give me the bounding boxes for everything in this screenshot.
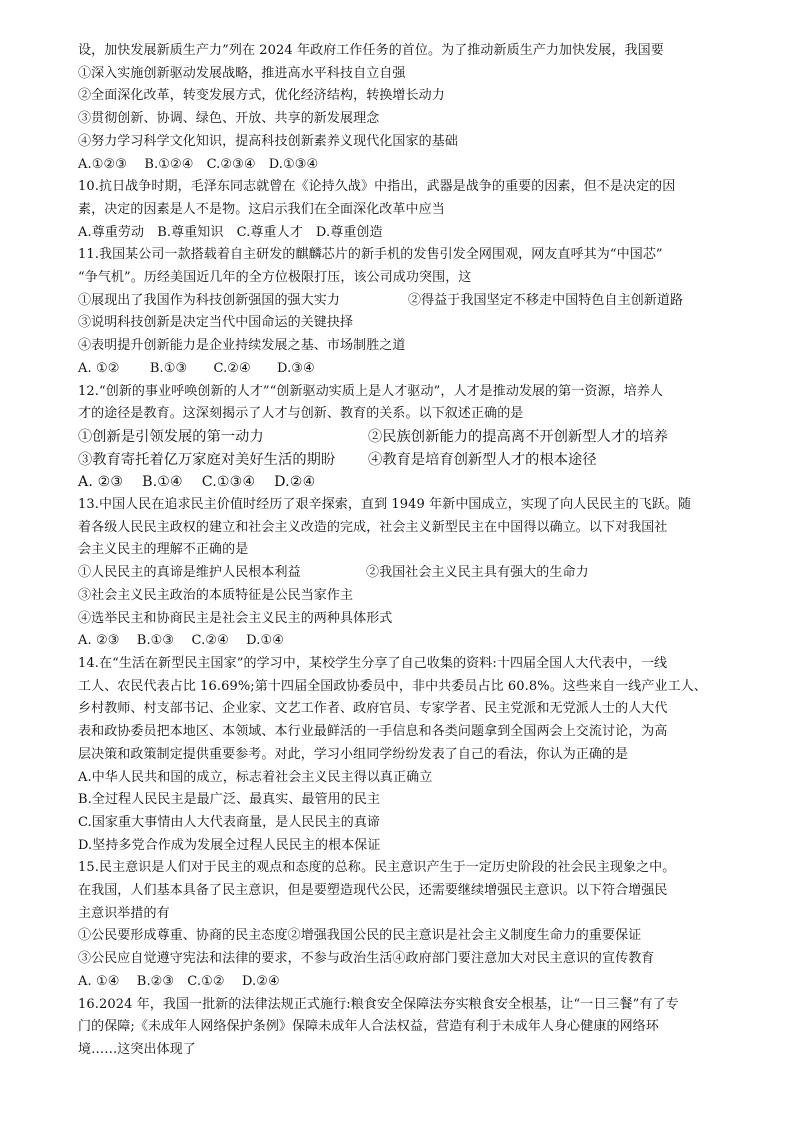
option-item: ①人民民主的真谛是维护人民根本利益 [78, 565, 301, 581]
option-line: ③社会主义民主政治的本质特征是公民当家作主 [78, 587, 354, 603]
question-16-stem: 门的保障;《未成年人网络保护条例》保障未成年人合法权益，营造有利于未成年人身心健康的网络环 [78, 1019, 659, 1035]
question-15-stem: 15.民主意识是人们对于民主的观点和态度的总称。民主意识产生于一定历史阶段的社会民主现象之中。 [78, 860, 676, 876]
option-line: ④努力学习科学文化知识，提高科技创新素养义现代化国家的基础 [78, 133, 458, 149]
question-10-stem: 10.抗日战争时期，毛泽东同志就曾在《论持久战》中指出，武器是战争的重要的因素，但不是决定的因 [78, 179, 676, 195]
answer-choices: A. ①② B.①③ C.②④ D.③④ [78, 360, 315, 376]
choice-c: C.国家重大事情由人大代表商量，是人民民主的真谛 [78, 814, 381, 830]
option-item: ②民族创新能力的提高离不开创新型人才的培养 [368, 428, 669, 445]
option-line: ④表明提升创新能力是企业持续发展之基、市场制胜之道 [78, 338, 406, 354]
option-row [78, 426, 718, 449]
question-16-stem: 境……这突出体现了 [78, 1041, 196, 1057]
question-14-stem: 工人、农民代表占比 16.69%;第十四届全国政协委员中，非中共委员占比 60.8%。这些来自一线产业工人、 [78, 678, 707, 694]
exam-page [78, 40, 718, 1062]
option-row [78, 290, 718, 313]
option-line: ④选举民主和协商民主是社会主义民主的两种具体形式 [78, 610, 393, 626]
question-11-stem: “争气机”。历经美国近几年的全方位极限打压，该公司成功突围，这 [78, 270, 472, 286]
question-16-stem: 16.2024 年，我国一批新的法律法规正式施行:粮食安全保障法夯实粮食安全根基，让“一日三餐”有了专 [78, 996, 679, 1012]
option-item: ②得益于我国坚定不移走中国特色自主创新道路 [408, 292, 684, 308]
option-row [78, 562, 718, 585]
option-line: ③说明科技创新是决定当代中国命运的关键抉择 [78, 315, 354, 331]
question-11-stem: 11.我国某公司一款搭载着自主研发的麒麟芯片的新手机的发售引发全网围观，网友直呼其为“中国芯” [78, 247, 663, 263]
option-line: ②全面深化改革，转变发展方式，优化经济结构，转换增长动力 [78, 88, 445, 104]
answer-choices: A.尊重劳动 B.尊重知识 C.尊重人才 D.尊重创造 [78, 224, 383, 240]
question-14-stem: 14.在“生活在新型民主国家”的学习中，某校学生分享了自己收集的资料:十四届全国人大代表中，一线 [78, 655, 668, 671]
answer-choices: A. ②③ B.①③ C.②④ D.①④ [78, 633, 284, 649]
question-13-stem: 会主义民主的理解不正确的是 [78, 542, 249, 558]
question-14-stem: 层决策和政策制定提供重要参考。对此，学习小组同学纷纷发表了自己的看法，你认为正确的是 [78, 746, 629, 762]
option-item: ①展现出了我国作为科技创新强国的强大实力 [78, 292, 341, 308]
option-item: ③教育寄托着亿万家庭对美好生活的期盼 [78, 451, 336, 468]
option-item: ②我国社会主义民主具有强大的生命力 [366, 565, 589, 581]
answer-choices: A.①②③ B.①②④ C.②③④ D.①③④ [78, 156, 319, 172]
text-line: 设，加快发展新质生产力”列在 2024 年政府工作任务的首位。为了推动新质生产力加快发展，我国要 [78, 43, 664, 58]
answer-choices: A. ①④ B.②③ C.①② D.②④ [78, 973, 280, 989]
question-15-stem: 在我国，人们基本具备了民主意识，但是要塑造现代公民，还需要继续增强民主意识。以下符合增强民 [78, 883, 668, 899]
question-14-stem: 表和政协委员把本地区、本领域、本行业最鲜活的一手信息和各类问题拿到全国两会上交流讨论，为高 [78, 724, 668, 740]
option-line: ③贯彻创新、协调、绿色、开放、共享的新发展理念 [78, 111, 380, 127]
choice-d: D.坚持多党合作成为发展全过程人民民主的根本保证 [78, 837, 381, 853]
option-line: ③公民应自觉遵守宪法和法律的要求，不参与政治生活④政府部门要注意加大对民主意识的宣传教育 [78, 951, 655, 967]
question-12-stem: 才的途径是教育。这深刻揭示了人才与创新、教育的关系。以下叙述正确的是 [78, 406, 524, 422]
question-14-stem: 乡村教师、村支部书记、企业家、文艺工作者、政府官员、专家学者、民主党派和无党派人士的人大代 [78, 701, 668, 717]
option-item: ④教育是培育创新型人才的根本途径 [368, 451, 597, 468]
option-row [78, 449, 718, 472]
option-line: ①公民要形成尊重、协商的民主态度②增强我国公民的民主意识是社会主义制度生命力的重要保证 [78, 928, 642, 944]
option-item: ①创新是引领发展的第一动力 [78, 428, 264, 445]
question-15-stem: 主意识举措的有 [78, 905, 170, 921]
option-line: ①深入实施创新驱动发展战略，推进高水平科技自立自强 [78, 65, 406, 81]
choice-b: B.全过程人民民主是最广泛、最真实、最管用的民主 [78, 792, 381, 808]
question-12-stem: 12.“创新的事业呼唤创新的人才”“创新驱动实质上是人才驱动”，人才是推动发展的第一资源，培养人 [78, 383, 664, 399]
question-13-stem: 13.中国人民在追求民主价值时经历了艰辛探索，直到 1949 年新中国成立，实现了向人民民主的飞跃。随 [78, 497, 692, 513]
question-10-stem: 素，决定的因素是人不是物。这启示我们在全面深化改革中应当 [78, 201, 445, 217]
answer-choices: A. ②③ B.①④ C.①③④ D.②④ [78, 474, 316, 491]
choice-a: A.中华人民共和国的成立，标志着社会主义民主得以真正确立 [78, 769, 433, 785]
question-13-stem: 着各级人民民主政权的建立和社会主义改造的完成，社会主义新型民主在中国得以确立。以下对我国社 [78, 519, 668, 535]
